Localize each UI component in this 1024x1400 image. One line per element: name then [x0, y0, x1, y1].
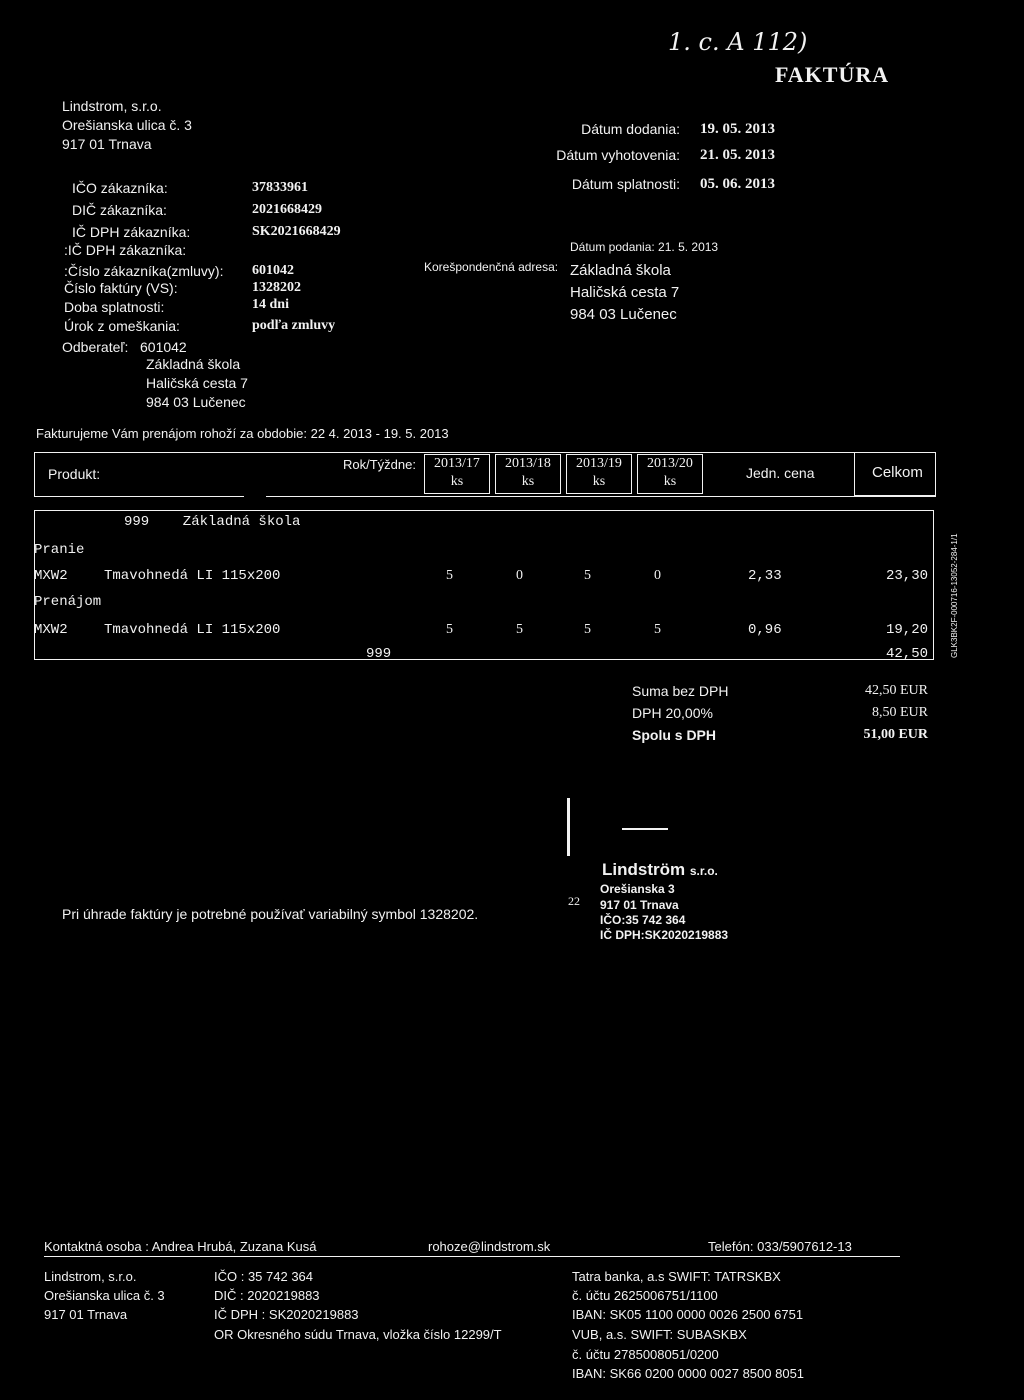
section-pranie: Pranie [34, 542, 85, 558]
total-label: Suma bez DPH [632, 683, 729, 699]
qty-cell: 5 [446, 622, 453, 637]
section-prenajom: Prenájom [34, 594, 102, 610]
side-code: GLK3BK2F-000716-13052-284-1/1 [950, 533, 959, 658]
footer-id-line: OR Okresného súdu Trnava, vložka číslo 12299/T [214, 1327, 502, 1342]
date-label: Dátum vyhotovenia: [556, 147, 680, 163]
faktura-value: 1328202 [252, 280, 301, 295]
stamp-line: 917 01 Trnava [600, 898, 679, 912]
total-label: DPH 20,00% [632, 705, 713, 721]
signature-mark [567, 798, 570, 856]
correspondence-addr-line: Haličská cesta 7 [570, 284, 680, 301]
unit-label: ks [521, 474, 535, 489]
urok-label: Úrok z omeškania: [64, 318, 180, 334]
footer-divider [44, 1256, 900, 1257]
stamp-suffix: s.r.o. [689, 864, 718, 878]
unit-label: ks [663, 474, 677, 489]
qty-cell: 0 [654, 568, 661, 583]
correspondence-addr-line: 984 03 Lučenec [570, 306, 677, 323]
date-value: 21. 05. 2013 [700, 147, 775, 163]
ico-value: 37833961 [252, 180, 308, 195]
unit-label: ks [592, 474, 606, 489]
footer-phone: Telefón: 033/5907612-13 [708, 1239, 852, 1254]
customer-addr-line: 984 03 Lučenec [146, 394, 246, 410]
stamp-number: 22 [568, 894, 580, 908]
item-code: MXW2 [34, 622, 68, 638]
week-column-header [495, 454, 561, 494]
item-code: MXW2 [34, 568, 68, 584]
splatnost-label: Doba splatnosti: [64, 299, 165, 315]
week-label: 2013/17 [434, 456, 480, 471]
unit-label: ks [450, 474, 464, 489]
stamp-line: Orešianska 3 [600, 882, 675, 896]
total-value: 51,00 EUR [863, 727, 928, 742]
date-label: Dátum dodania: [581, 121, 680, 137]
footer-bank-line: Tatra banka, a.s SWIFT: TATRSKBX [572, 1269, 781, 1284]
billing-period: Fakturujeme Vám prenájom rohoží za obdobie: 22 4. 2013 - 19. 5. 2013 [36, 426, 449, 441]
total-cell: 23,30 [885, 568, 928, 584]
footer-contact: Kontaktná osoba : Andrea Hrubá, Zuzana Kusá [44, 1239, 317, 1254]
footer-bank-line: č. účtu 2625006751/1100 [572, 1288, 718, 1303]
week-label: 2013/20 [647, 456, 693, 471]
podania-date: Dátum podania: 21. 5. 2013 [570, 240, 719, 254]
unit-price-header: Jedn. cena [746, 465, 815, 481]
stamp-company: Lindström [602, 860, 686, 879]
footer-bank-line: IBAN: SK66 0200 0000 0027 8500 8051 [572, 1366, 805, 1381]
splatnost-value: 14 dni [252, 297, 289, 312]
footer-company-line: Lindstrom, s.r.o. [44, 1269, 137, 1284]
ico-label: IČO zákazníka: [72, 180, 168, 196]
document-title: FAKTÚRA [775, 62, 890, 87]
correspondence-addr-line: Základná škola [570, 262, 671, 279]
urok-value: podľa zmluvy [252, 318, 336, 333]
total-value: 42,50 EUR [865, 683, 928, 698]
total-header: Celkom [872, 464, 923, 481]
week-label: 2013/18 [505, 456, 551, 471]
footer-id-line: DIČ : 2020219883 [214, 1288, 320, 1303]
week-column-header [637, 454, 703, 494]
icdph-label: IČ DPH zákazníka: [72, 224, 191, 240]
qty-cell: 5 [584, 622, 591, 637]
produkt-label: Produkt: [48, 466, 101, 482]
odberatel-label: Odberateľ: [62, 339, 129, 355]
footer-bank-line: IBAN: SK05 1100 0000 0026 2500 6751 [572, 1307, 804, 1322]
handwritten-note: 1. c. A 112) [668, 28, 808, 56]
stamp-line: IČ DPH:SK2020219883 [600, 928, 729, 942]
unit-price-cell: 2,33 [748, 568, 782, 584]
unit-price-cell: 0,96 [748, 622, 782, 638]
qty-cell: 5 [654, 622, 661, 637]
rok-tyzdne-label: Rok/Týždne: [343, 457, 416, 472]
icdph2-label: :IČ DPH zákazníka: [64, 242, 187, 258]
customer-addr-line: Základná škola [146, 356, 241, 372]
qty-cell: 0 [516, 568, 523, 583]
dic-value: 2021668429 [252, 202, 322, 217]
footer-id-line: IČO : 35 742 364 [214, 1269, 314, 1284]
subtotal-value: 42,50 [885, 646, 928, 662]
date-value: 19. 05. 2013 [700, 121, 775, 137]
cislo-label: :Číslo zákazníka(zmluvy): [64, 263, 224, 279]
odberatel-value: 601042 [140, 339, 187, 355]
stamp-name [602, 860, 718, 880]
footer-bank-line: VUB, a.s. SWIFT: SUBASKBX [572, 1327, 747, 1342]
customer-addr-line: Haličská cesta 7 [146, 375, 248, 391]
correspondence-label: Korešpondenčná adresa: [424, 260, 559, 274]
date-value: 05. 06. 2013 [700, 176, 775, 192]
footer-id-line: IČ DPH : SK2020219883 [214, 1307, 359, 1322]
total-label: Spolu s DPH [632, 727, 717, 743]
footer-company-line: Orešianska ulica č. 3 [44, 1288, 165, 1303]
week-label: 2013/19 [576, 456, 622, 471]
item-name: Tmavohnedá LI 115x200 [104, 622, 281, 638]
week-column-header [424, 454, 490, 494]
supplier-name: Lindstrom, s.r.o. [62, 98, 162, 114]
dic-label: DIČ zákazníka: [72, 202, 167, 218]
cislo-value: 601042 [252, 263, 294, 278]
stamp-line: IČO:35 742 364 [600, 913, 686, 927]
total-cell: 19,20 [885, 622, 928, 638]
qty-cell: 5 [446, 568, 453, 583]
week-column-header [566, 454, 632, 494]
total-value: 8,50 EUR [872, 705, 928, 720]
footer-company-line: 917 01 Trnava [44, 1307, 128, 1322]
payment-note: Pri úhrade faktúry je potrebné používať variabilný symbol 1328202. [62, 906, 479, 922]
item-name: Tmavohnedá LI 115x200 [104, 568, 281, 584]
signature-mark [622, 828, 668, 830]
footer-email[interactable]: rohoze@lindstrom.sk [428, 1239, 551, 1254]
customer-line: 999 Základná škola [124, 514, 301, 530]
faktura-label: Číslo faktúry (VS): [64, 280, 178, 296]
footer-bank-line: č. účtu 2785008051/0200 [572, 1347, 719, 1362]
icdph-value: SK2021668429 [252, 224, 341, 239]
supplier-city: 917 01 Trnava [62, 136, 152, 152]
subtotal-code: 999 [366, 646, 392, 662]
qty-cell: 5 [516, 622, 523, 637]
supplier-street: Orešianska ulica č. 3 [62, 117, 192, 133]
qty-cell: 5 [584, 568, 591, 583]
date-label: Dátum splatnosti: [571, 176, 680, 192]
